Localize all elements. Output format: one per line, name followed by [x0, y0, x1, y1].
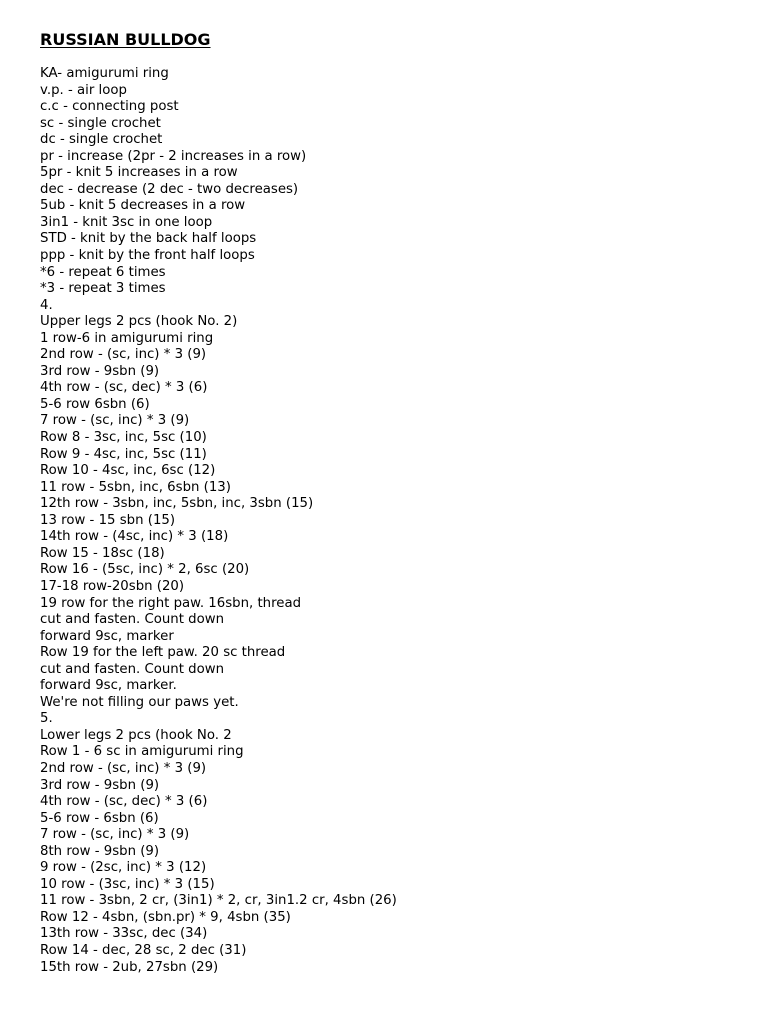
text-line: 15th row - 2ub, 27sbn (29)	[40, 959, 219, 975]
text-line: forward 9sc, marker.	[40, 678, 177, 694]
text-line: 3rd row - 9sbn (9)	[40, 777, 160, 793]
text-line: We're not filling our paws yet.	[40, 694, 239, 710]
text-line: Upper legs 2 pcs (hook No. 2)	[40, 314, 238, 330]
document-page	[40, 30, 748, 976]
text-line: 11 row - 5sbn, inc, 6sbn (13)	[40, 479, 231, 495]
text-line: 4th row - (sc, dec) * 3 (6)	[40, 380, 208, 396]
text-line: cut and fasten. Count down	[40, 612, 225, 628]
text-line: 13 row - 15 sbn (15)	[40, 512, 176, 528]
text-line: forward 9sc, marker	[40, 628, 174, 644]
text-line: ppp - knit by the front half loops	[40, 248, 255, 264]
text-line: dec - decrease (2 dec - two decreases)	[40, 181, 299, 197]
text-line: 1 row-6 in amigurumi ring	[40, 330, 214, 346]
text-line: *6 - repeat 6 times	[40, 264, 166, 280]
text-line: v.p. - air loop	[40, 82, 127, 98]
text-line: 5.	[40, 711, 53, 727]
text-line: 14th row - (4sc, inc) * 3 (18)	[40, 529, 229, 545]
text-line: pr - increase (2pr - 2 increases in a row)	[40, 148, 307, 164]
text-line: STD - knit by the back half loops	[40, 231, 257, 247]
document-title: RUSSIAN BULLDOG	[40, 30, 211, 49]
text-line: 4.	[40, 297, 53, 313]
text-line: Row 16 - (5sc, inc) * 2, 6sc (20)	[40, 562, 250, 578]
text-line: 17-18 row-20sbn (20)	[40, 578, 185, 594]
text-line: 3in1 - knit 3sc in one loop	[40, 214, 213, 230]
text-line: 5ub - knit 5 decreases in a row	[40, 198, 246, 214]
text-line: 3rd row - 9sbn (9)	[40, 363, 160, 379]
text-line: Row 15 - 18sc (18)	[40, 545, 165, 561]
text-line: Row 10 - 4sc, inc, 6sc (12)	[40, 463, 216, 479]
text-line: 10 row - (3sc, inc) * 3 (15)	[40, 876, 215, 892]
text-line: Row 9 - 4sc, inc, 5sc (11)	[40, 446, 207, 462]
text-line: 9 row - (2sc, inc) * 3 (12)	[40, 860, 207, 876]
text-line: 2nd row - (sc, inc) * 3 (9)	[40, 347, 207, 363]
text-line: 5-6 row 6sbn (6)	[40, 396, 150, 412]
text-line: Row 8 - 3sc, inc, 5sc (10)	[40, 430, 207, 446]
text-line: Row 1 - 6 sc in amigurumi ring	[40, 744, 244, 760]
text-line: 13th row - 33sc, dec (34)	[40, 926, 208, 942]
text-line: 4th row - (sc, dec) * 3 (6)	[40, 794, 208, 810]
text-line: sc - single crochet	[40, 115, 161, 131]
text-line: 11 row - 3sbn, 2 cr, (3in1) * 2, cr, 3in1.2 cr, 4sbn (26)	[40, 893, 397, 909]
text-line: 5pr - knit 5 increases in a row	[40, 165, 238, 181]
text-line: 7 row - (sc, inc) * 3 (9)	[40, 413, 190, 429]
text-line: 19 row for the right paw. 16sbn, thread	[40, 595, 302, 611]
text-line: KA- amigurumi ring	[40, 66, 169, 81]
text-line: 8th row - 9sbn (9)	[40, 843, 160, 859]
text-line: *3 - repeat 3 times	[40, 281, 166, 297]
text-line: dc - single crochet	[40, 132, 163, 148]
text-line: 5-6 row - 6sbn (6)	[40, 810, 159, 826]
text-line: Row 12 - 4sbn, (sbn.pr) * 9, 4sbn (35)	[40, 909, 291, 925]
document-body	[40, 66, 748, 976]
text-line: Row 14 - dec, 28 sc, 2 dec (31)	[40, 942, 247, 958]
text-line: 2nd row - (sc, inc) * 3 (9)	[40, 760, 207, 776]
text-line: Row 19 for the left paw. 20 sc thread	[40, 645, 286, 661]
text-line: 12th row - 3sbn, inc, 5sbn, inc, 3sbn (15)	[40, 496, 314, 512]
text-line: c.c - connecting post	[40, 99, 179, 115]
text-line: Lower legs 2 pcs (hook No. 2	[40, 727, 232, 743]
text-line: cut and fasten. Count down	[40, 661, 225, 677]
text-line: 7 row - (sc, inc) * 3 (9)	[40, 827, 190, 843]
